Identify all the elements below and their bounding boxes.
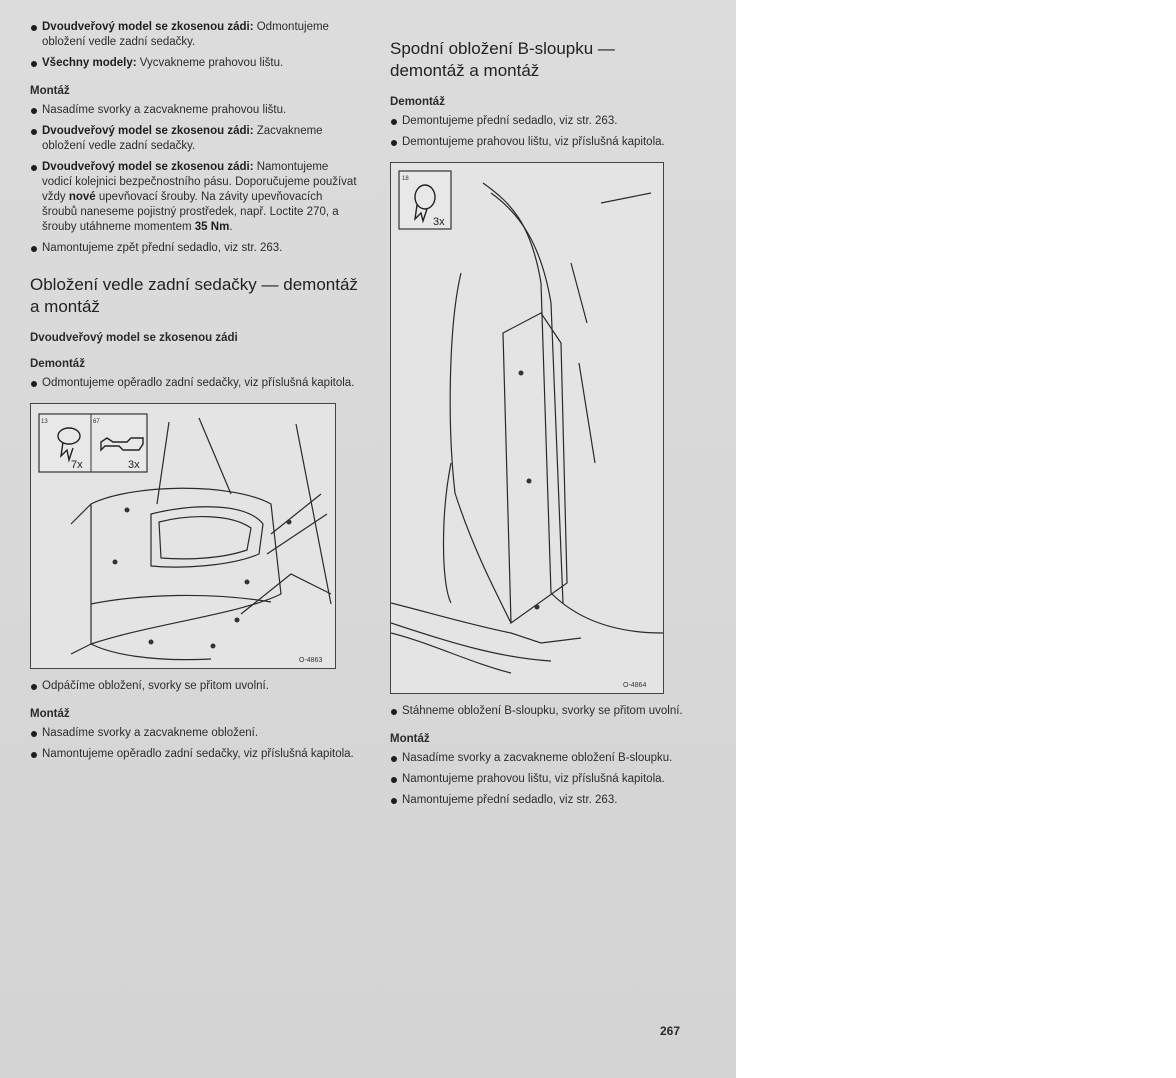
pillar-drawing — [391, 183, 663, 673]
clip-markers — [519, 371, 540, 610]
bullet-text: Namontujeme přední sedadlo, viz str. 263. — [402, 794, 618, 806]
bullet-bold: 35 Nm — [194, 221, 230, 233]
bullet-text: Vycvakneme prahovou lištu. — [136, 57, 284, 69]
bullet-text: Demontujeme prahovou lištu, viz příslušná kapitola. — [402, 136, 665, 148]
bullet-item — [390, 793, 690, 808]
montaz-heading: Montáž — [390, 733, 430, 745]
section-title: Spodní obložení B-sloupku — demontáž a montáž — [390, 39, 615, 80]
bullet-text: . — [229, 221, 233, 233]
bullet-text: Nasadíme svorky a zacvakneme prahovou lištu. — [42, 104, 287, 116]
bullet-item — [30, 103, 360, 118]
qty-label: 7x — [71, 459, 83, 471]
bullet-item — [30, 679, 360, 694]
part-number: 67 — [93, 419, 100, 425]
part-number: 13 — [41, 419, 48, 425]
bullet-bold: Dvoudveřový model se zkosenou zádi: — [42, 21, 254, 33]
bullet-text: Nasadíme svorky a zacvakneme obložení. — [42, 727, 259, 739]
figure-rear-trim — [30, 403, 336, 669]
bullet-item — [30, 747, 360, 762]
part-number: 18 — [402, 176, 409, 182]
bullet-item — [30, 241, 360, 256]
bullet-text: Namontujeme opěradlo zadní sedačky, viz příslušná kapitola. — [42, 748, 354, 760]
rear-trim-illustration — [31, 404, 335, 668]
bullet-item — [30, 56, 360, 71]
bullet-item — [390, 772, 690, 787]
bullet-item — [30, 376, 360, 391]
bullet-text: Odmontujeme opěradlo zadní sedačky, viz příslušná kapitola. — [42, 377, 355, 389]
bullet-text: upevňovací šrouby. Na závity upevňovacích šroubů naneseme pojistný prostředek, např. Loctite 270, a šrouby utáhneme momentem — [42, 191, 339, 233]
bullet-bold: nové — [68, 191, 96, 203]
bullet-text: Namontujeme prahovou lištu, viz příslušná kapitola. — [402, 773, 665, 785]
bullet-text: Zacvakneme obložení vedle zadní sedačky. — [42, 125, 323, 152]
bullet-text: Namontujeme zpět přední sedadlo, viz str. 263. — [42, 242, 283, 254]
bullet-item — [390, 751, 690, 766]
bullet-text: Stáhneme obložení B-sloupku, svorky se přitom uvolní. — [402, 705, 683, 717]
bullet-item — [30, 160, 360, 235]
page-number: 267 — [660, 1024, 681, 1038]
montaz-heading: Montáž — [30, 85, 70, 97]
b-pillar-illustration — [391, 163, 663, 693]
model-heading: Dvoudveřový model se zkosenou zádi — [30, 332, 238, 344]
figure-code: O-4863 — [299, 657, 323, 664]
figure-code: O-4864 — [623, 682, 647, 689]
bullet-item — [390, 704, 690, 719]
bullet-item — [390, 135, 690, 150]
demontaz-heading: Demontáž — [390, 96, 445, 108]
qty-label: 3x — [128, 459, 140, 471]
bullet-bold: Dvoudveřový model se zkosenou zádi: — [42, 125, 254, 137]
bullet-text: Odpáčíme obložení, svorky se přitom uvolní. — [42, 680, 269, 692]
left-column — [30, 18, 360, 768]
figure-b-pillar — [390, 162, 664, 694]
bullet-text: Odmontujeme obložení vedle zadní sedačky. — [42, 21, 329, 48]
bullet-item — [30, 124, 360, 154]
bullet-item — [390, 114, 690, 129]
bullet-text: Demontujeme přední sedadlo, viz str. 263. — [402, 115, 618, 127]
bullet-bold: Dvoudveřový model se zkosenou zádi: — [42, 161, 254, 173]
right-column — [390, 38, 690, 814]
clip-markers — [113, 508, 292, 649]
section-title: Obložení vedle zadní sedačky — demontáž a montáž — [30, 275, 358, 316]
bullet-text: Nasadíme svorky a zacvakneme obložení B-sloupku. — [402, 752, 673, 764]
bullet-bold: Všechny modely: — [42, 57, 137, 69]
qty-label: 3x — [433, 216, 445, 228]
bullet-item — [30, 726, 360, 741]
montaz-heading: Montáž — [30, 708, 70, 720]
bullet-text: Namontujeme vodicí kolejnici bezpečnostního pásu. Doporučujeme používat vždy — [42, 161, 357, 203]
bullet-item — [30, 20, 360, 50]
demontaz-heading: Demontáž — [30, 358, 85, 370]
